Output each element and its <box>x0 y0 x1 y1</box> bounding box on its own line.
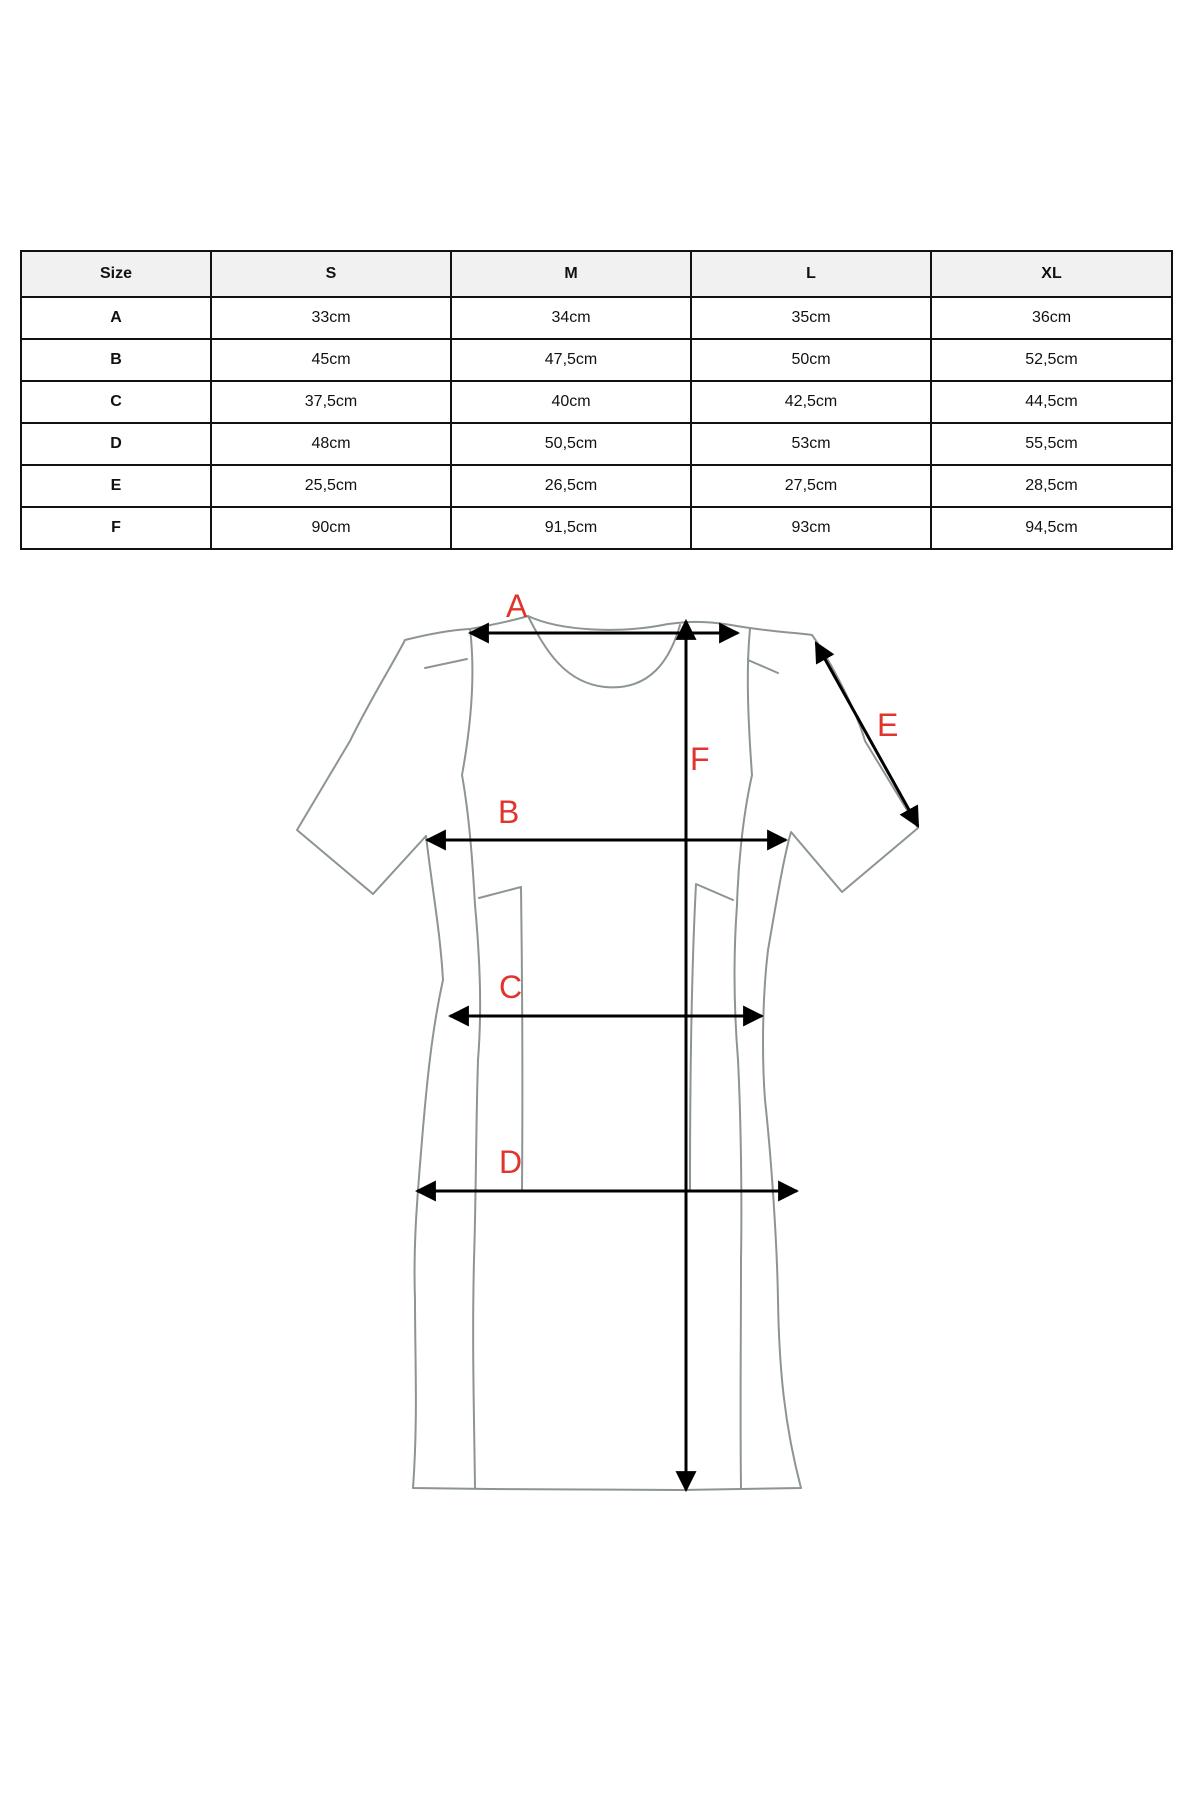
table-cell: 37,5cm <box>211 381 451 423</box>
dress-body-outline <box>297 616 918 1490</box>
header-size-m: M <box>451 251 691 297</box>
header-size-xl: XL <box>931 251 1172 297</box>
measurement-label-d: D <box>499 1144 523 1180</box>
table-cell: 27,5cm <box>691 465 931 507</box>
right-princess-seam <box>734 629 752 1488</box>
row-label: E <box>21 465 211 507</box>
table-cell: 52,5cm <box>931 339 1172 381</box>
table-cell: 33cm <box>211 297 451 339</box>
table-cell: 40cm <box>451 381 691 423</box>
table-cell: 28,5cm <box>931 465 1172 507</box>
measurement-arrows <box>417 621 918 1490</box>
left-princess-seam <box>462 629 480 1488</box>
measurement-label-a: A <box>506 588 528 624</box>
row-label: B <box>21 339 211 381</box>
row-label: C <box>21 381 211 423</box>
table-cell: 53cm <box>691 423 931 465</box>
row-label: A <box>21 297 211 339</box>
table-cell: 93cm <box>691 507 931 549</box>
row-label: D <box>21 423 211 465</box>
right-sleeve-seam <box>748 660 778 673</box>
table-cell: 34cm <box>451 297 691 339</box>
right-dart-outline <box>690 884 733 1190</box>
table-cell: 47,5cm <box>451 339 691 381</box>
left-sleeve-seam <box>425 659 467 668</box>
table-cell: 94,5cm <box>931 507 1172 549</box>
measurement-arrow-e <box>816 643 918 826</box>
measurement-label-b: B <box>498 794 520 830</box>
table-cell: 35cm <box>691 297 931 339</box>
table-cell: 48cm <box>211 423 451 465</box>
table-cell: 91,5cm <box>451 507 691 549</box>
table-cell: 90cm <box>211 507 451 549</box>
table-cell: 26,5cm <box>451 465 691 507</box>
table-cell: 36cm <box>931 297 1172 339</box>
row-label: F <box>21 507 211 549</box>
measurement-label-f: F <box>690 741 710 777</box>
table-cell: 42,5cm <box>691 381 931 423</box>
measurement-label-e: E <box>877 707 899 743</box>
table-cell: 50cm <box>691 339 931 381</box>
dress-outline <box>297 616 918 1490</box>
header-size-s: S <box>211 251 451 297</box>
measurement-label-c: C <box>499 969 523 1005</box>
table-cell: 45cm <box>211 339 451 381</box>
header-size-label: Size <box>21 251 211 297</box>
header-size-l: L <box>691 251 931 297</box>
table-cell: 55,5cm <box>931 423 1172 465</box>
table-cell: 44,5cm <box>931 381 1172 423</box>
table-cell: 25,5cm <box>211 465 451 507</box>
table-cell: 50,5cm <box>451 423 691 465</box>
